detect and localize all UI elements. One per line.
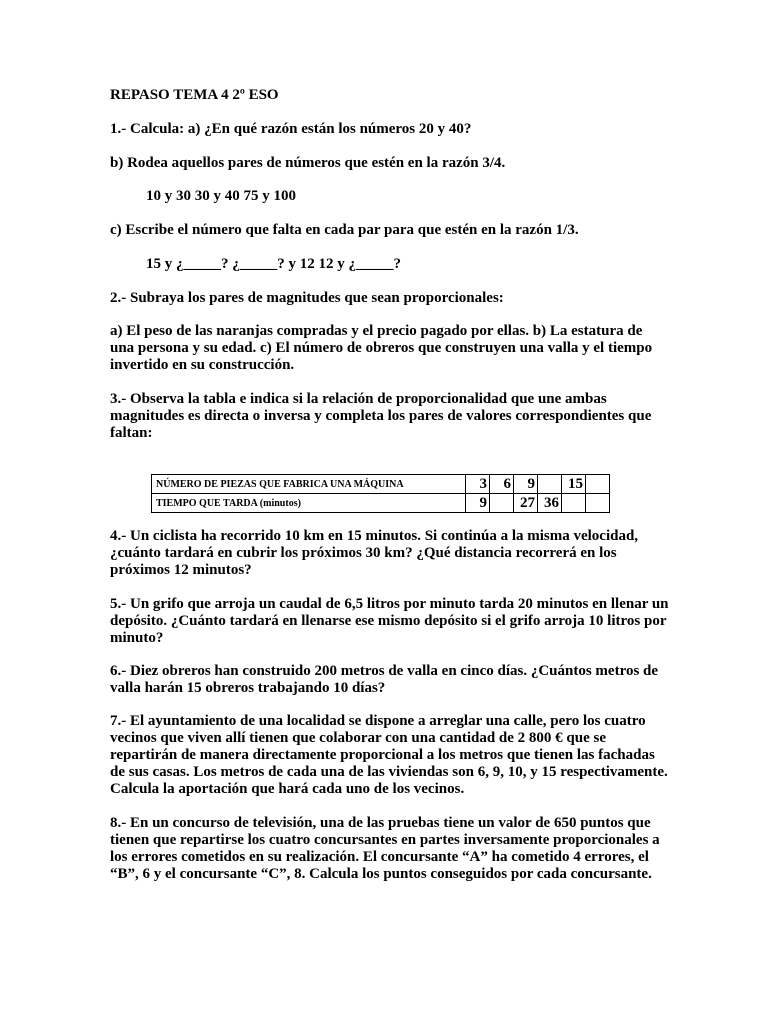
table-row-label: NÚMERO DE PIEZAS QUE FABRICA UNA MÁQUINA [152, 475, 466, 494]
question-2-heading: 2.- Subraya los pares de magnitudes que sean proporcionales: [110, 290, 504, 306]
question-6: 6.- Diez obreros han construido 200 metros de valla en cinco días. ¿Cuántos metros de valla harán 15 obreros trabajando 10 días? [110, 663, 659, 696]
table-cell: 9 [514, 475, 538, 494]
table-cell: 27 [514, 494, 538, 513]
table-cell [538, 475, 562, 494]
table-cell: 6 [490, 475, 514, 494]
table-cell [586, 475, 610, 494]
table-cell: 15 [562, 475, 586, 494]
table-row-label: TIEMPO QUE TARDA (minutos) [152, 494, 466, 513]
table-cell: 9 [466, 494, 490, 513]
table-cell: 3 [466, 475, 490, 494]
question-8: 8.- En un concurso de televisión, una de las pruebas tiene un valor de 650 puntos que tienen que repartirse los cuatro concursantes en partes inversamente proporcionales a los errores cometidos en su realización. El concursante “A” ha cometido 4 errores, el “B”, 6 y el concursante “C”, 8. Calcula los puntos conseguidos por cada concursante. [110, 815, 660, 882]
question-1b-pairs: 10 y 30 30 y 40 75 y 100 [146, 188, 296, 204]
table-row [152, 475, 610, 494]
question-1c-pairs: 15 y ¿_____? ¿_____? y 12 12 y ¿_____? [146, 256, 401, 272]
question-2-text: a) El peso de las naranjas compradas y el precio pagado por ellas. b) La estatura de una persona y su edad. c) El número de obreros que construyen una valla y el tiempo invertido en su construcción. [110, 323, 653, 373]
proportionality-table [151, 474, 610, 513]
question-1a: 1.- Calcula: a) ¿En qué razón están los números 20 y 40? [110, 121, 472, 137]
question-1b: b) Rodea aquellos pares de números que estén en la razón 3/4. [110, 155, 506, 171]
table-cell: 36 [538, 494, 562, 513]
table-row [152, 494, 610, 513]
question-7: 7.- El ayuntamiento de una localidad se dispone a arreglar una calle, pero los cuatro vecinos que viven allí tienen que colaborar con una cantidad de 2 800 € que se repartirán de manera directamente proporcional a los metros que tienen las fachadas de sus casas. Los metros de cada una de las viviendas son 6, 9, 10, y 15 respectivamente. Calcula la aportación que hará cada uno de los vecinos. [110, 713, 668, 797]
table-cell [490, 494, 514, 513]
worksheet-title: REPASO TEMA 4 2º ESO [110, 87, 279, 103]
question-4: 4.- Un ciclista ha recorrido 10 km en 15 minutos. Si continúa a la misma velocidad, ¿cuánto tardará en cubrir los próximos 30 km? ¿Qué distancia recorrerá en los próximos 12 minutos? [110, 528, 639, 578]
question-5: 5.- Un grifo que arroja un caudal de 6,5 litros por minuto tarda 20 minutos en llenar un depósito. ¿Cuánto tardará en llenarse ese mismo depósito si el grifo arroja 10 litros por minuto? [110, 596, 669, 646]
question-1c: c) Escribe el número que falta en cada par para que estén en la razón 1/3. [110, 222, 579, 238]
question-3-text: 3.- Observa la tabla e indica si la relación de proporcionalidad que une ambas magnitudes es directa o inversa y completa los pares de valores correspondientes que faltan: [110, 391, 652, 441]
table-cell [562, 494, 586, 513]
table-cell [586, 494, 610, 513]
